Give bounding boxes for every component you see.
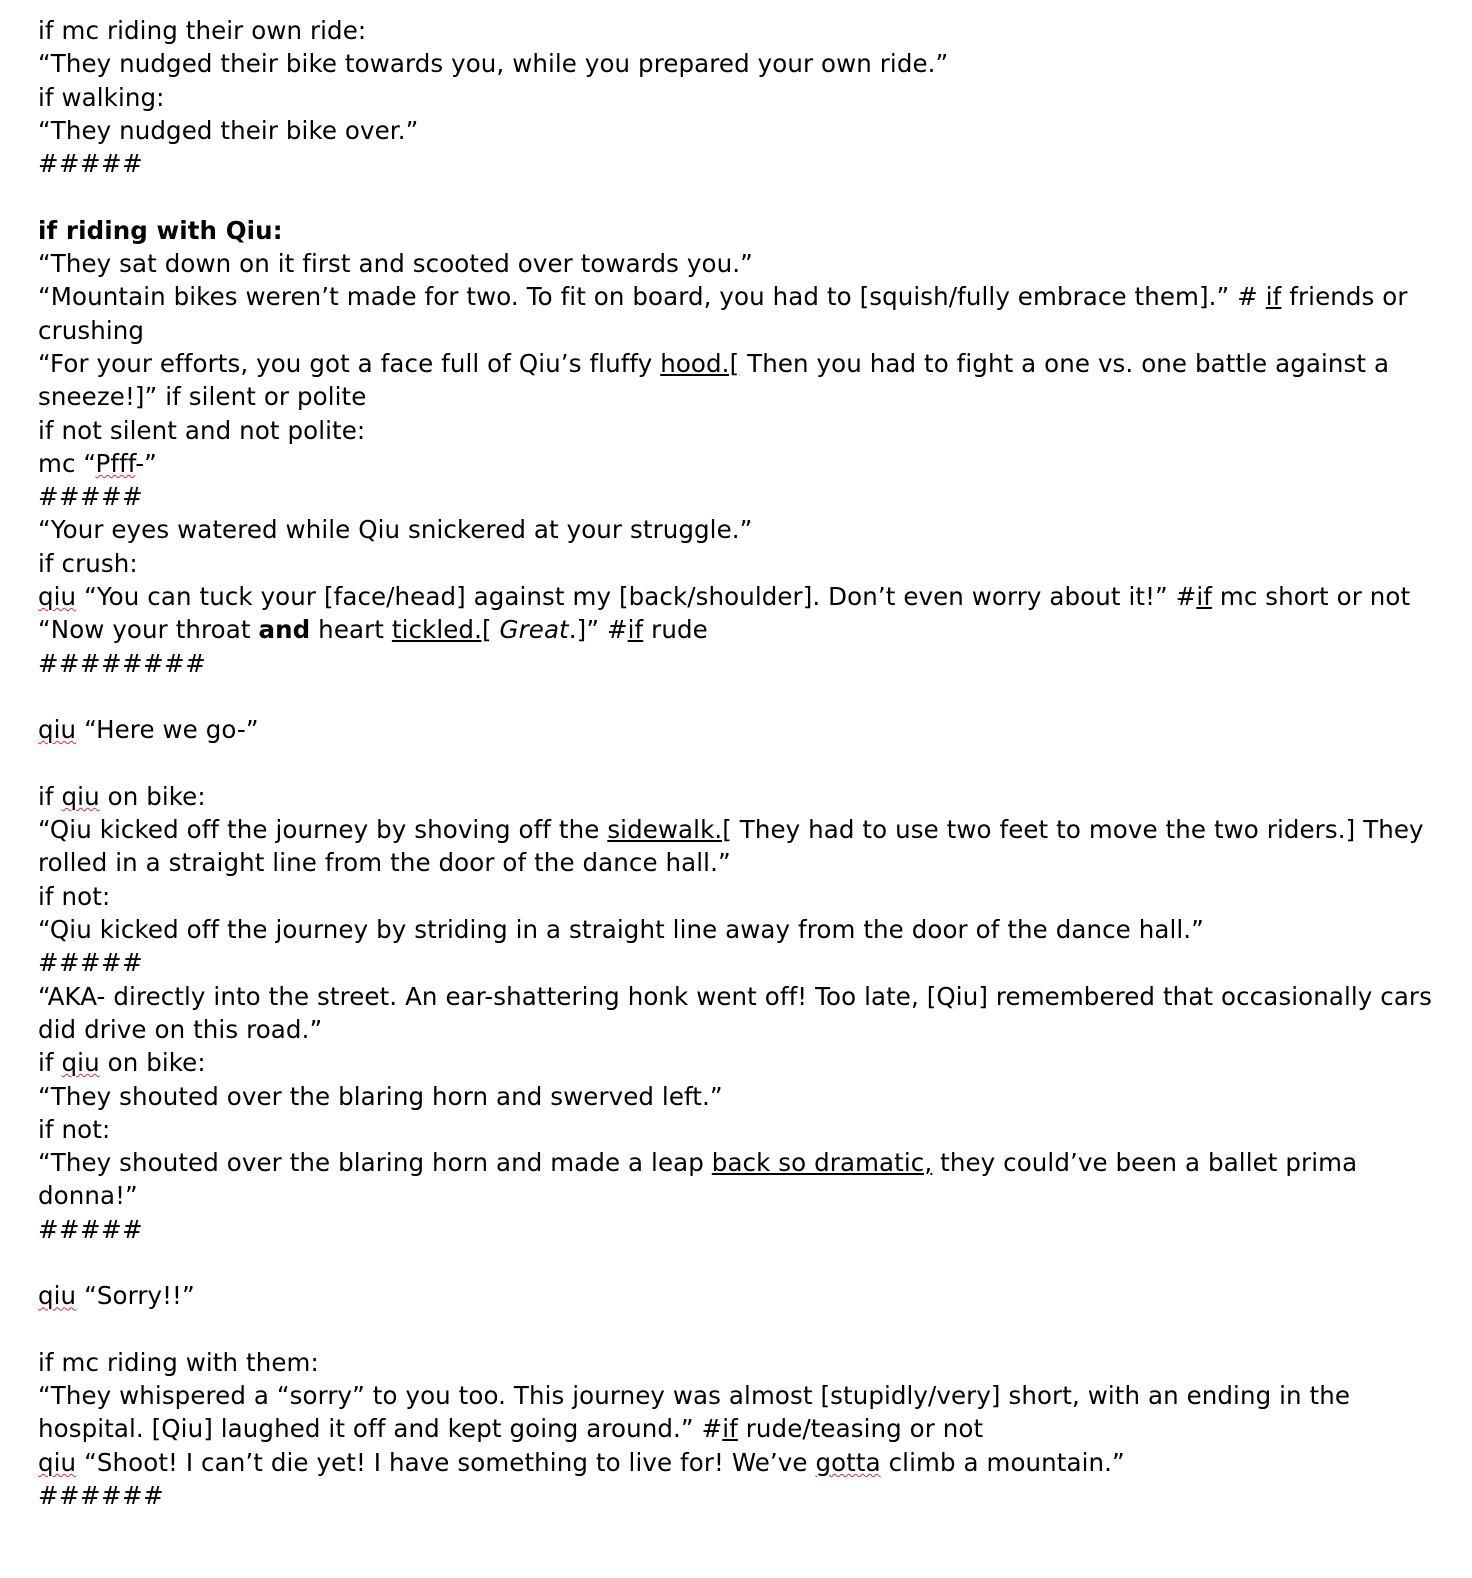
misspelled-word: Pfff [95, 448, 136, 478]
text-run: mc short or not [1211, 582, 1411, 612]
text-run: “They nudged their bike towards you, while you prepared your own ride.” [38, 49, 949, 79]
text-run: “Qiu kicked off the journey by shoving off the [38, 815, 608, 845]
misspelled-word: qiu [38, 582, 77, 612]
text-run: ##### [38, 482, 144, 512]
misspelled-word: gotta [815, 1447, 881, 1477]
text-line [38, 813, 1442, 880]
text-run: heart [310, 615, 392, 645]
text-run: “Your eyes watered while Qiu snickered at your struggle.” [38, 515, 753, 545]
text-run: ##### [38, 149, 144, 179]
text-run: “Shoot! I can’t die yet! I have something to live for! We’ve [76, 1447, 816, 1477]
text-line [38, 880, 1442, 913]
text-line [38, 713, 1442, 746]
text-line [38, 980, 1442, 1047]
text-line [38, 580, 1442, 613]
text-line [38, 114, 1442, 147]
text-run: rude/teasing or not [737, 1414, 984, 1444]
text-run: ###### [38, 1481, 165, 1511]
text-run: mc “ [38, 448, 96, 478]
text-run: “They shouted over the blaring horn and made a leap [38, 1148, 712, 1178]
text-line [38, 447, 1442, 480]
text-line [38, 347, 1442, 414]
text-run: “Now your throat [38, 615, 259, 645]
text-run: if not: [38, 1114, 111, 1144]
text-run: if riding with Qiu: [38, 215, 283, 245]
underlined-text: if [722, 1414, 738, 1444]
blank-line [38, 1246, 1442, 1279]
text-run: if mc riding their own ride: [38, 16, 367, 45]
text-run: “Sorry!!” [76, 1281, 195, 1311]
blank-line [38, 180, 1442, 213]
underlined-text: if [1196, 582, 1212, 612]
text-run: friends or crushing [38, 282, 1416, 345]
text-line [38, 480, 1442, 513]
blank-line [38, 1313, 1442, 1346]
text-line [38, 1346, 1442, 1379]
misspelled-word: qiu [38, 1281, 77, 1311]
text-run: “You can tuck your [face/head] against my [back/shoulder]. Don’t even worry about it!” # [76, 582, 1197, 612]
text-line [38, 1080, 1442, 1113]
text-line [38, 913, 1442, 946]
text-line [38, 280, 1442, 347]
text-line [38, 780, 1442, 813]
text-run: “They shouted over the blaring horn and swerved left.” [38, 1081, 723, 1111]
text-run: .]” # [568, 615, 628, 645]
text-run: -” [135, 448, 157, 478]
text-run: “They sat down on it first and scooted over towards you.” [38, 249, 753, 279]
text-run: Great [499, 615, 569, 645]
misspelled-word: qiu [38, 1447, 77, 1477]
text-run: “Mountain bikes weren’t made for two. To fit on board, you had to [squish/fully embrace them].” # [38, 282, 1266, 312]
text-line [38, 1046, 1442, 1079]
text-line [38, 214, 1442, 247]
text-line [38, 1279, 1442, 1312]
text-run: and [258, 615, 311, 645]
text-run [492, 615, 500, 644]
text-run: ######## [38, 648, 207, 678]
text-line [38, 414, 1442, 447]
text-run: “They nudged their bike over.” [38, 115, 419, 145]
text-run: they could’ve been a ballet prima donna!” [38, 1148, 1366, 1211]
misspelled-word: qiu [38, 715, 77, 745]
text-run: “AKA- directly into the street. An ear-shattering honk went off! Too late, [Qiu] remembered that occasionally cars did drive on this road.” [38, 981, 1440, 1044]
text-run: Then you had to fight a one vs. one battle against a sneeze!]” if silent or polite [38, 348, 1397, 412]
text-line [38, 613, 1442, 646]
text-line [38, 47, 1442, 80]
text-run: if not silent and not polite: [38, 415, 366, 445]
text-run: if mc riding with them: [38, 1347, 319, 1377]
underlined-text: back so dramatic, [711, 1148, 933, 1178]
text-line [38, 946, 1442, 979]
text-run: rude [643, 615, 708, 645]
text-line [38, 81, 1442, 114]
underlined-text: sidewalk.[ [607, 815, 732, 845]
underlined-text: if [1265, 282, 1282, 312]
text-run: “They whispered a “sorry” to you too. This journey was almost [stupidly/very] short, with an ending in the hospital. [Qiu] laughed it off and kept going around.” # [38, 1381, 1358, 1444]
text-line [38, 1146, 1442, 1213]
text-line [38, 1213, 1442, 1246]
blank-line [38, 680, 1442, 713]
text-run: “Qiu kicked off the journey by striding in a straight line away from the door of the dance hall.” [38, 915, 1204, 945]
text-run: on bike: [99, 781, 206, 811]
text-line [38, 147, 1442, 180]
text-run: if not: [38, 881, 111, 911]
underlined-text: if [627, 615, 644, 645]
text-run: on bike: [99, 1048, 206, 1078]
underlined-text: hood.[ [660, 348, 740, 378]
text-line [38, 1479, 1442, 1512]
text-run: ##### [38, 1214, 144, 1244]
text-line [38, 547, 1442, 580]
misspelled-word: qiu [61, 781, 100, 811]
text-line [38, 247, 1442, 280]
blank-line [38, 747, 1442, 780]
text-line [38, 1113, 1442, 1146]
text-run: They had to use two feet to move the two riders.] They rolled in a straight line from the door of the dance hall.” [38, 815, 1432, 878]
text-run: “Here we go-” [76, 715, 259, 745]
text-run: “For your efforts, you got a face full of Qiu’s fluffy [38, 348, 661, 378]
text-line [38, 14, 1442, 47]
text-line [38, 513, 1442, 546]
underlined-text: tickled.[ [391, 615, 492, 645]
text-run: if walking: [38, 82, 165, 112]
text-run: climb a mountain.” [880, 1447, 1125, 1477]
text-line [38, 1379, 1442, 1446]
misspelled-word: qiu [61, 1048, 100, 1078]
text-line [38, 647, 1442, 680]
text-run: if [38, 781, 62, 811]
text-run: if crush: [38, 548, 138, 578]
text-run: if [38, 1048, 62, 1078]
text-line [38, 1446, 1442, 1479]
text-run: ##### [38, 948, 144, 978]
